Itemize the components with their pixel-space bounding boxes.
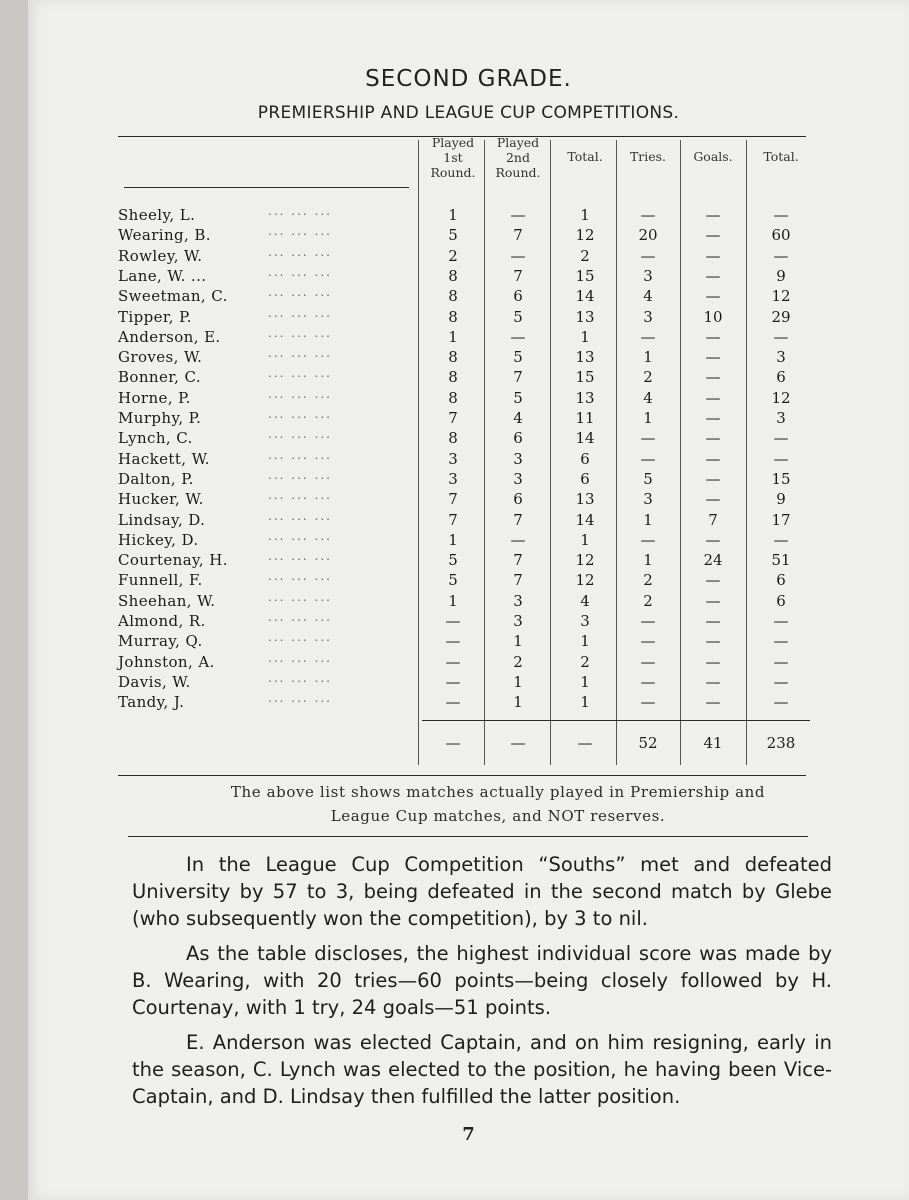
leader-dots: ... ... ... <box>268 427 332 442</box>
cell-goals: — <box>705 368 721 387</box>
cell-r2: 4 <box>513 409 523 427</box>
cell-goals: — <box>705 490 721 509</box>
cell-points: — <box>773 652 789 671</box>
cell-r2: 7 <box>513 226 523 245</box>
page-subtitle: PREMIERSHIP AND LEAGUE CUP COMPETITIONS. <box>257 103 680 123</box>
cell-tries: 20 <box>638 226 658 245</box>
cell-total: 12 <box>575 551 595 570</box>
cell-total: 1 <box>580 632 590 651</box>
cell-r2: 6 <box>513 490 523 509</box>
player-name: Lindsay, D. <box>118 510 206 529</box>
note-line-2: League Cup matches, and NOT reserves. <box>330 807 666 825</box>
player-name: Hickey, D. <box>118 530 199 549</box>
cell-r1: 5 <box>448 551 458 570</box>
cell-goals: — <box>705 409 721 427</box>
cell-total: 4 <box>580 591 590 610</box>
column-header-line: Tries. <box>629 149 667 164</box>
cell-tries: — <box>640 530 656 549</box>
note-top-rule <box>118 775 806 776</box>
cell-goals: — <box>705 388 721 407</box>
cell-goals: 7 <box>708 510 718 529</box>
cell-r1: 1 <box>448 591 458 610</box>
cell-points: — <box>773 429 789 448</box>
cell-tries: 3 <box>643 307 653 326</box>
cell-total: 13 <box>575 307 595 326</box>
player-name: Tipper, P. <box>118 307 192 326</box>
table-row <box>118 287 838 307</box>
cell-total: 1 <box>580 206 590 224</box>
cell-tries: — <box>640 449 656 468</box>
cell-total: 3 <box>580 612 590 630</box>
cell-tries: — <box>640 206 656 224</box>
player-name: Rowley, W. <box>118 246 203 265</box>
leader-dots: ... ... ... <box>268 549 332 564</box>
leader-dots: ... ... ... <box>268 569 332 584</box>
totals-rule <box>422 720 810 721</box>
column-header-r2 <box>488 135 548 180</box>
cell-total: 2 <box>580 652 590 671</box>
cell-tries: — <box>640 672 656 691</box>
cell-points: 29 <box>771 307 791 326</box>
cell-total: 12 <box>575 226 595 245</box>
cell-goals: — <box>705 449 721 468</box>
cell-total: 1 <box>580 672 590 691</box>
cell-total: 13 <box>575 348 595 367</box>
leader-dots: ... ... ... <box>268 204 332 218</box>
table-row <box>118 226 838 246</box>
cell-r2: — <box>510 327 526 346</box>
cell-r1: 7 <box>448 409 458 427</box>
page-number: 7 <box>462 1124 475 1145</box>
leader-dots: ... ... ... <box>268 447 332 462</box>
cell-r2: 3 <box>513 469 523 488</box>
cell-total: 6 <box>580 449 590 468</box>
cell-points: 6 <box>776 571 786 590</box>
table-row <box>118 264 838 287</box>
leader-dots: ... ... ... <box>268 630 332 645</box>
column-header-total <box>555 149 615 164</box>
column-header-goals <box>683 149 743 164</box>
table-row <box>118 244 838 267</box>
cell-points: 17 <box>771 510 791 529</box>
column-header-line: Goals. <box>693 149 733 164</box>
cell-tries: 2 <box>643 591 653 610</box>
note-bottom-rule <box>128 836 808 837</box>
book-page <box>28 0 909 1200</box>
leader-dots: ... ... ... <box>268 589 332 604</box>
cell-r2: 1 <box>513 632 523 651</box>
cell-goals: — <box>705 206 721 224</box>
cell-points: — <box>773 632 789 651</box>
leader-dots: ... ... ... <box>268 508 332 523</box>
cell-r1: 8 <box>448 287 458 306</box>
player-name: Anderson, E. <box>118 327 221 346</box>
table-row <box>118 490 838 510</box>
table-row <box>118 693 838 713</box>
cell-r2: — <box>510 246 526 265</box>
cell-total: 14 <box>575 429 595 448</box>
player-name: Wearing, B. <box>118 226 211 245</box>
cell-tries: 2 <box>643 368 653 387</box>
cell-tries: 2 <box>643 571 653 590</box>
cell-points: — <box>773 327 789 346</box>
cell-r2: 7 <box>513 368 523 387</box>
cell-tries: — <box>640 693 656 712</box>
cell-total: 15 <box>575 266 595 285</box>
cell-goals: — <box>705 266 721 285</box>
cell-r1: 7 <box>448 510 458 529</box>
cell-goals: — <box>705 672 721 691</box>
cell-r2: 7 <box>513 266 523 285</box>
cell-points: 9 <box>776 266 786 285</box>
cell-total: 11 <box>575 409 595 427</box>
leader-dots: ... ... ... <box>268 488 332 503</box>
player-name: Sweetman, C. <box>118 287 228 306</box>
table-row <box>118 429 838 449</box>
cell-points: 51 <box>771 551 791 570</box>
table-row <box>118 447 838 470</box>
cell-r2: 3 <box>513 449 523 468</box>
cell-goals: — <box>705 632 721 651</box>
cell-goals: — <box>705 226 721 245</box>
cell-r1: — <box>445 672 461 691</box>
cell-total: 13 <box>575 388 595 407</box>
cell-points: 9 <box>776 490 786 509</box>
cell-goals: — <box>705 429 721 448</box>
cell-r1: 1 <box>448 206 458 224</box>
leader-dots: ... ... ... <box>268 610 332 624</box>
table-row <box>118 467 838 490</box>
cell-points: 3 <box>776 409 786 427</box>
cell-goals: — <box>705 246 721 265</box>
table-row <box>118 612 838 632</box>
cell-r1: 8 <box>448 368 458 387</box>
cell-points: 6 <box>776 591 786 610</box>
table-row <box>118 368 838 388</box>
cell-total: 14 <box>575 287 595 306</box>
column-header-tries <box>618 149 678 164</box>
cell-r1: — <box>445 693 461 712</box>
table-row <box>118 589 838 612</box>
table-row <box>118 551 838 571</box>
paragraph: As the table discloses, the highest individual score was made by B. Wearing, with 20 tries—60 points—being closely followed by H. Courtenay, with 1 try, 24 goals—51 points. <box>132 942 832 1019</box>
cell-r2: 5 <box>513 388 523 407</box>
table-row <box>118 206 838 226</box>
cell-r2: 6 <box>513 287 523 306</box>
cell-goals: — <box>705 469 721 488</box>
cell-goals: — <box>705 693 721 712</box>
cell-goals: — <box>705 652 721 671</box>
cell-tries: — <box>640 429 656 448</box>
cell-r1: 3 <box>448 469 458 488</box>
column-header-r1 <box>423 135 483 180</box>
column-header-line: Round. <box>430 165 476 180</box>
cell-points: 60 <box>771 226 791 245</box>
cell-total: 13 <box>575 490 595 509</box>
total-goals: 41 <box>703 734 723 752</box>
cell-points: — <box>773 206 789 224</box>
cell-r1: — <box>445 632 461 651</box>
leader-dots: ... ... ... <box>268 285 332 300</box>
leader-dots: ... ... ... <box>268 325 332 340</box>
cell-goals: — <box>705 287 721 306</box>
cell-r2: 7 <box>513 571 523 590</box>
cell-goals: — <box>705 327 721 346</box>
cell-tries: 1 <box>643 551 653 570</box>
cell-tries: — <box>640 246 656 265</box>
note-line-1: The above list shows matches actually played in Premiership and <box>230 783 766 801</box>
cell-points: 6 <box>776 368 786 387</box>
cell-r1: 5 <box>448 226 458 245</box>
table-row <box>118 650 838 673</box>
leader-dots: ... ... ... <box>268 650 332 665</box>
table-row <box>118 386 838 409</box>
cell-total: 6 <box>580 469 590 488</box>
cell-r2: 5 <box>513 348 523 367</box>
total-points: 238 <box>766 734 796 752</box>
paragraph: E. Anderson was elected Captain, and on him resigning, early in the season, C. Lynch was elected to the position, he having been Vice-Captain, and D. Lindsay then fulfilled the latter position. <box>132 1031 832 1108</box>
leader-dots: ... ... ... <box>268 670 332 685</box>
leader-dots: ... ... ... <box>268 346 332 361</box>
cell-tries: 1 <box>643 348 653 367</box>
cell-r2: 6 <box>513 429 523 448</box>
column-header-line: Played <box>431 135 475 150</box>
body-text <box>132 851 832 1118</box>
cell-r2: 1 <box>513 693 523 712</box>
cell-goals: 10 <box>703 307 723 326</box>
cell-total: 1 <box>580 693 590 712</box>
cell-r1: 8 <box>448 429 458 448</box>
table-row <box>118 305 838 328</box>
cell-goals: — <box>705 348 721 367</box>
cell-points: — <box>773 530 789 549</box>
table-row <box>118 632 838 652</box>
cell-r2: 7 <box>513 551 523 570</box>
cell-tries: — <box>640 652 656 671</box>
cell-r1: 8 <box>448 348 458 367</box>
total-r1: — <box>445 734 461 752</box>
leader-dots: ... ... ... <box>268 244 332 259</box>
cell-tries: 3 <box>643 490 653 509</box>
player-name: Tandy, J. <box>118 693 185 712</box>
player-name: Groves, W. <box>118 348 203 367</box>
cell-r2: — <box>510 530 526 549</box>
cell-r1: 3 <box>448 449 458 468</box>
player-name: Hucker, W. <box>118 490 204 509</box>
total-r2: — <box>510 734 526 752</box>
leader-dots: ... ... ... <box>268 224 332 239</box>
page-title: SECOND GRADE. <box>365 66 572 92</box>
leader-dots: ... ... ... <box>268 691 332 706</box>
cell-points: 12 <box>771 287 791 306</box>
cell-r1: — <box>445 612 461 630</box>
column-header-line: Round. <box>495 165 541 180</box>
cell-tries: 1 <box>643 409 653 427</box>
cell-total: 15 <box>575 368 595 387</box>
cell-total: 14 <box>575 510 595 529</box>
total-total: — <box>577 734 593 752</box>
player-name: Lane, W. ... <box>118 266 207 285</box>
table-row <box>118 670 838 693</box>
header-underline <box>124 187 409 188</box>
total-tries: 52 <box>638 734 658 752</box>
cell-goals: — <box>705 591 721 610</box>
table-row <box>118 409 838 429</box>
cell-r2: 5 <box>513 307 523 326</box>
cell-r2: — <box>510 206 526 224</box>
leader-dots: ... ... ... <box>268 407 332 421</box>
cell-goals: — <box>705 612 721 630</box>
table-row <box>118 325 838 348</box>
leader-dots: ... ... ... <box>268 264 332 279</box>
column-header-line: Total. <box>567 149 603 164</box>
cell-tries: 3 <box>643 266 653 285</box>
table-row <box>118 571 838 591</box>
cell-points: — <box>773 612 789 630</box>
cell-total: 12 <box>575 571 595 590</box>
cell-goals: — <box>705 571 721 590</box>
cell-r1: 1 <box>448 530 458 549</box>
cell-r2: 3 <box>513 591 523 610</box>
cell-tries: — <box>640 612 656 630</box>
cell-r2: 1 <box>513 672 523 691</box>
column-header-points <box>751 149 811 164</box>
paragraph: In the League Cup Competition “Souths” met and defeated University by 57 to 3, being defeated in the second match by Glebe (who subsequently won the competition), by 3 to nil. <box>132 853 832 930</box>
cell-r2: 7 <box>513 510 523 529</box>
player-name: Lynch, C. <box>118 429 193 448</box>
cell-r1: 7 <box>448 490 458 509</box>
cell-r1: 8 <box>448 388 458 407</box>
leader-dots: ... ... ... <box>268 467 332 482</box>
column-header-line: 2nd <box>505 150 530 165</box>
cell-goals: 24 <box>703 551 723 570</box>
cell-points: — <box>773 449 789 468</box>
player-name: Horne, P. <box>118 388 191 407</box>
player-name: Murphy, P. <box>118 409 202 427</box>
cell-points: — <box>773 672 789 691</box>
player-name: Dalton, P. <box>118 469 194 488</box>
cell-r1: 2 <box>448 246 458 265</box>
column-header-line: Played <box>496 135 540 150</box>
leader-dots: ... ... ... <box>268 366 332 381</box>
cell-total: 1 <box>580 530 590 549</box>
column-header-line: 1st <box>443 150 463 165</box>
cell-points: — <box>773 246 789 265</box>
cell-points: 3 <box>776 348 786 367</box>
player-name: Sheehan, W. <box>118 591 216 610</box>
column-header-line: Total. <box>763 149 799 164</box>
cell-r1: — <box>445 652 461 671</box>
cell-tries: 4 <box>643 388 653 407</box>
cell-r2: 2 <box>513 652 523 671</box>
cell-points: — <box>773 693 789 712</box>
cell-r2: 3 <box>513 612 523 630</box>
leader-dots: ... ... ... <box>268 305 332 320</box>
player-name: Sheely, L. <box>118 206 196 224</box>
cell-tries: 5 <box>643 469 653 488</box>
cell-tries: 1 <box>643 510 653 529</box>
table-row <box>118 508 838 531</box>
cell-goals: — <box>705 530 721 549</box>
player-name: Hackett, W. <box>118 449 210 468</box>
table-row <box>118 348 838 368</box>
player-name: Courtenay, H. <box>118 551 228 570</box>
leader-dots: ... ... ... <box>268 528 332 543</box>
cell-points: 12 <box>771 388 791 407</box>
cell-tries: — <box>640 327 656 346</box>
cell-tries: — <box>640 632 656 651</box>
player-name: Almond, R. <box>118 612 206 630</box>
player-name: Funnell, F. <box>118 571 203 590</box>
cell-r1: 8 <box>448 307 458 326</box>
cell-tries: 4 <box>643 287 653 306</box>
player-name: Murray, Q. <box>118 632 203 651</box>
player-name: Johnston, A. <box>118 652 215 671</box>
cell-points: 15 <box>771 469 791 488</box>
cell-r1: 8 <box>448 266 458 285</box>
cell-r1: 5 <box>448 571 458 590</box>
player-name: Bonner, C. <box>118 368 202 387</box>
cell-total: 2 <box>580 246 590 265</box>
leader-dots: ... ... ... <box>268 386 332 401</box>
player-name: Davis, W. <box>118 672 191 691</box>
cell-r1: 1 <box>448 327 458 346</box>
table-row <box>118 528 838 551</box>
cell-total: 1 <box>580 327 590 346</box>
